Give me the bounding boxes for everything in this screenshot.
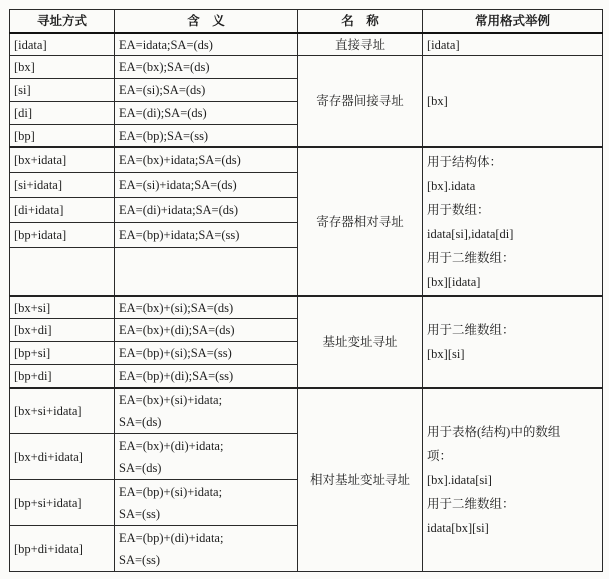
mode-cell: [bx+idata] (10, 147, 115, 172)
meaning-line: EA=(bx)+(di)+idata; (119, 438, 224, 453)
table-row (10, 296, 603, 319)
meaning-line: EA=(bx)+(si)+idata; (119, 393, 223, 408)
meaning-line: SA=(ds) (119, 415, 162, 430)
table-row (10, 33, 603, 56)
name-cell: 基址变址寻址 (298, 296, 423, 388)
example-cell: [idata] (423, 33, 603, 56)
mode-cell: [di+idata] (10, 197, 115, 222)
meaning-line: SA=(ss) (119, 506, 161, 521)
example-line: idata[bx][si] (427, 520, 489, 535)
mode-cell: [bp+di] (10, 365, 115, 388)
example-cell (423, 147, 603, 296)
table-row (10, 56, 603, 79)
meaning-cell (115, 526, 298, 572)
name-cell: 寄存器相对寻址 (298, 147, 423, 296)
example-line: [bx][si] (427, 346, 465, 361)
meaning-line: EA=(bp)+(si)+idata; (119, 484, 223, 499)
example-line: [bx].idata[si] (427, 472, 492, 487)
meaning-cell (115, 434, 298, 480)
meaning-line: EA=(bp)+(di)+idata; (119, 530, 224, 545)
meaning-cell: EA=idata;SA=(ds) (115, 33, 298, 56)
meaning-line: SA=(ds) (119, 460, 162, 475)
meaning-cell: EA=(si);SA=(ds) (115, 79, 298, 102)
meaning-cell: EA=(bp);SA=(ss) (115, 125, 298, 148)
mode-cell: [idata] (10, 33, 115, 56)
meaning-cell: EA=(si)+idata;SA=(ds) (115, 172, 298, 197)
meaning-line: SA=(ss) (119, 552, 161, 567)
example-cell (423, 388, 603, 572)
header-meaning: 含 义 (115, 10, 298, 34)
mode-cell: [bx+di] (10, 319, 115, 342)
table-row (10, 147, 603, 172)
example-line: 用于二维数组： (427, 322, 515, 337)
name-cell: 相对基址变址寻址 (298, 388, 423, 572)
name-cell: 寄存器间接寻址 (298, 56, 423, 148)
example-cell (423, 296, 603, 388)
header-row (10, 10, 603, 34)
mode-cell: [bp+si] (10, 342, 115, 365)
example-line: [bx].idata (427, 178, 476, 193)
mode-cell: [si+idata] (10, 172, 115, 197)
mode-cell: [bp+idata] (10, 222, 115, 247)
meaning-cell: EA=(bx)+(di);SA=(ds) (115, 319, 298, 342)
mode-cell: [si] (10, 79, 115, 102)
meaning-cell: EA=(bp)+idata;SA=(ss) (115, 222, 298, 247)
example-line: idata[si],idata[di] (427, 226, 514, 241)
mode-cell: [bx+si] (10, 296, 115, 319)
mode-cell: [bp+di+idata] (10, 526, 115, 572)
example-line: 用于数组： (427, 202, 490, 217)
header-name: 名 称 (298, 10, 423, 34)
mode-cell: [bx+si+idata] (10, 388, 115, 434)
mode-cell: [bp+si+idata] (10, 480, 115, 526)
meaning-cell (115, 388, 298, 434)
mode-cell: [bx+di+idata] (10, 434, 115, 480)
mode-cell: [bp] (10, 125, 115, 148)
example-line: 用于二维数组： (427, 496, 515, 511)
meaning-cell: EA=(di)+idata;SA=(ds) (115, 197, 298, 222)
meaning-cell: EA=(di);SA=(ds) (115, 102, 298, 125)
example-line: 用于结构体： (427, 154, 503, 169)
meaning-cell: EA=(bx)+idata;SA=(ds) (115, 147, 298, 172)
meaning-cell-empty (115, 247, 298, 296)
header-example: 常用格式举例 (423, 10, 603, 34)
example-cell: [bx] (423, 56, 603, 148)
example-line: 项： (427, 448, 453, 463)
meaning-cell: EA=(bp)+(di);SA=(ss) (115, 365, 298, 388)
table-row (10, 388, 603, 434)
meaning-cell: EA=(bx)+(si);SA=(ds) (115, 296, 298, 319)
addressing-modes-table (9, 9, 603, 572)
mode-cell-empty (10, 247, 115, 296)
name-cell: 直接寻址 (298, 33, 423, 56)
meaning-cell: EA=(bp)+(si);SA=(ss) (115, 342, 298, 365)
header-mode: 寻址方式 (10, 10, 115, 34)
meaning-cell: EA=(bx);SA=(ds) (115, 56, 298, 79)
example-line: 用于二维数组： (427, 250, 515, 265)
mode-cell: [di] (10, 102, 115, 125)
meaning-cell (115, 480, 298, 526)
example-line: [bx][idata] (427, 274, 481, 289)
mode-cell: [bx] (10, 56, 115, 79)
example-line: 用于表格(结构)中的数组 (427, 424, 561, 439)
